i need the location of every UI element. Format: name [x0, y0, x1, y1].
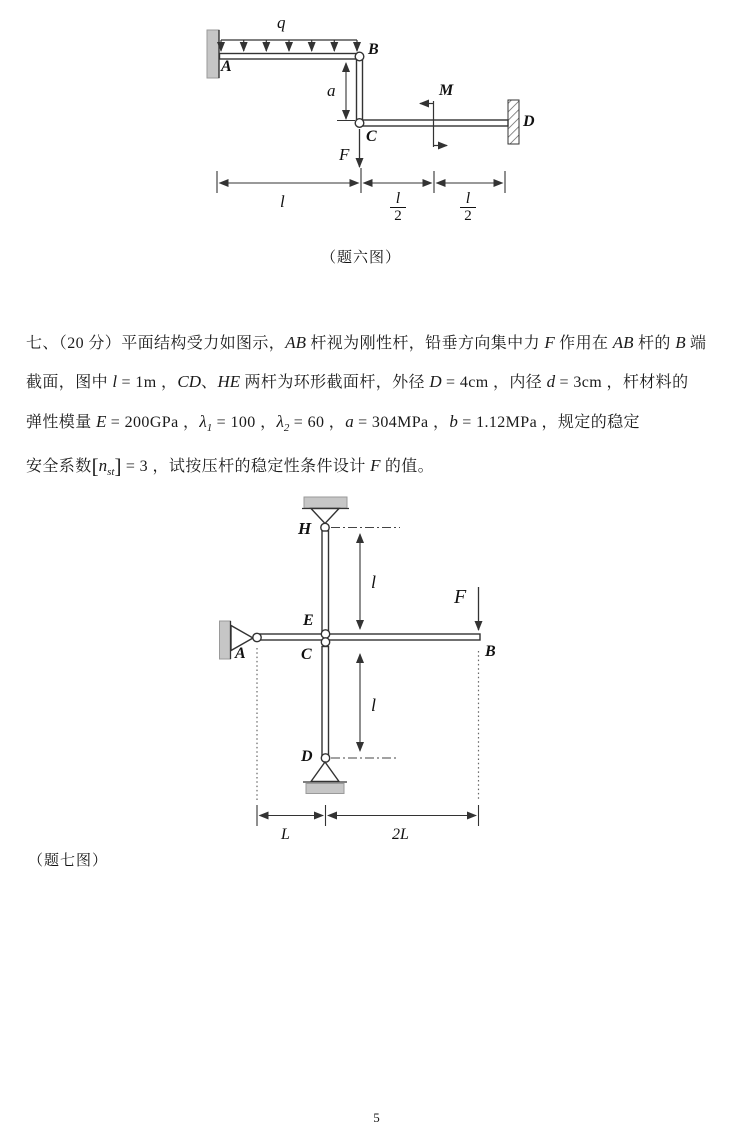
- math-segment: n: [98, 456, 108, 475]
- fig6-label-l-over-2-first: [386, 191, 410, 225]
- fig6-label-B: B: [368, 41, 379, 58]
- problem7-line-2: [26, 369, 688, 392]
- text-segment: 安全系数: [26, 458, 92, 475]
- math-segment: b: [449, 412, 458, 431]
- fig7-caption: （题七图）: [28, 853, 109, 869]
- fig6-beam-AB: [220, 54, 360, 60]
- math-segment: λ: [276, 412, 284, 431]
- fig7-label-E: E: [303, 612, 314, 629]
- fig6-caption: （题六图）: [320, 250, 401, 266]
- text-segment: = 1.12MPa ，规定的稳定: [457, 414, 640, 431]
- fig6-pin-B: [355, 52, 364, 61]
- fig7-bar-CD: [322, 647, 329, 757]
- text-segment: = 4cm ，内径: [441, 374, 547, 391]
- page-number: 5: [373, 1110, 380, 1125]
- subscript-segment: 2: [283, 422, 290, 434]
- subscript-segment: 1: [206, 422, 213, 434]
- text-segment: = 1m ，: [117, 374, 178, 391]
- fig7-pin-A: [253, 633, 261, 641]
- text-segment: = 3 ，试按压杆的稳定性条件设计: [121, 458, 371, 475]
- fig7-bottom-support: [303, 762, 347, 794]
- math-segment: AB: [612, 333, 634, 352]
- math-segment: l: [112, 372, 118, 391]
- text-segment: 、: [201, 374, 218, 391]
- text-segment: 弹性模量: [26, 414, 97, 431]
- text-segment: = 3cm ，杆材料的: [555, 374, 689, 391]
- math-segment: D: [429, 372, 442, 391]
- bracket-segment: [: [91, 454, 99, 478]
- problem7-line-1: [26, 330, 706, 353]
- bracket-segment: ]: [114, 454, 122, 478]
- fig7-label-B: B: [485, 643, 496, 660]
- fig6-label-q: q: [277, 13, 286, 32]
- fig6-distributed-load: [221, 40, 357, 51]
- fig6-label-l-over-2-second: [456, 191, 480, 225]
- text-segment: = 304MPa ，: [353, 414, 450, 431]
- fig6-pin-C: [355, 119, 364, 128]
- math-segment: B: [675, 333, 686, 352]
- math-segment: λ: [199, 412, 207, 431]
- math-segment: F: [370, 456, 381, 475]
- fig7-pin-D: [321, 754, 329, 762]
- math-segment: E: [96, 412, 107, 431]
- fig6-left-wall: [207, 30, 219, 78]
- fig7-pin-C: [321, 638, 329, 646]
- fig7-label-l-upper: l: [371, 572, 377, 592]
- fig6-dimension-chain: [217, 168, 505, 193]
- fig6-label-M: M: [439, 82, 454, 99]
- fig7-dimension-chain: [257, 805, 479, 826]
- fig6-bar-BC: [357, 58, 363, 121]
- text-segment: 七、（20 分）平面结构受力如图示，: [26, 335, 286, 352]
- fig6-label-dim-l: l: [280, 192, 285, 211]
- text-segment: 端: [685, 335, 707, 352]
- fig7-label-D: D: [301, 748, 313, 765]
- fig6-dim-a: [337, 63, 355, 121]
- fig7-label-F: F: [454, 586, 467, 608]
- subscript-segment: st: [107, 466, 115, 478]
- problem7-line-3: [26, 409, 640, 434]
- fraction-denominator: 2: [394, 208, 402, 224]
- fraction-numerator: l: [465, 190, 471, 207]
- text-segment: 的值。: [380, 458, 435, 475]
- fig7-label-A: A: [235, 645, 246, 662]
- fig6-label-F: F: [339, 145, 350, 164]
- text-segment: 杆的: [633, 335, 676, 352]
- fig7-bar-AB: [257, 634, 480, 640]
- fraction-numerator: l: [395, 190, 401, 207]
- figure7-diagram: [0, 490, 753, 850]
- math-segment: d: [546, 372, 556, 391]
- text-segment: 两杆为环形截面杆，外径: [240, 374, 430, 391]
- text-segment: 作用在: [554, 335, 613, 352]
- fraction-denominator: 2: [464, 208, 472, 224]
- text-segment: = 100 ，: [212, 414, 277, 431]
- text-segment: 截面，图中: [26, 374, 113, 391]
- fig7-bar-HE: [322, 531, 329, 632]
- fig6-beam-CD: [362, 120, 508, 126]
- fig6-label-a: a: [327, 81, 336, 100]
- fig6-label-D: D: [523, 113, 535, 130]
- math-segment: AB: [285, 333, 306, 352]
- fig6-label-C: C: [366, 128, 377, 145]
- math-segment: a: [345, 412, 354, 431]
- fig6-label-A: A: [221, 58, 232, 75]
- fig7-label-C: C: [301, 646, 312, 663]
- fig6-right-wall: [508, 100, 519, 144]
- fig7-label-L: L: [281, 826, 290, 843]
- fig7-pin-E: [321, 630, 329, 638]
- fig7-label-H: H: [298, 519, 312, 538]
- problem7-line-4: [26, 453, 434, 479]
- fig7-label-l-lower: l: [371, 695, 377, 715]
- math-segment: HE: [217, 372, 241, 391]
- math-segment: CD: [177, 372, 202, 391]
- math-segment: F: [544, 333, 555, 352]
- text-segment: = 200GPa ，: [106, 414, 200, 431]
- fig7-label-2L: 2L: [392, 826, 409, 843]
- text-segment: 杆视为刚性杆，铅垂方向集中力: [305, 335, 545, 352]
- text-segment: = 60 ，: [289, 414, 346, 431]
